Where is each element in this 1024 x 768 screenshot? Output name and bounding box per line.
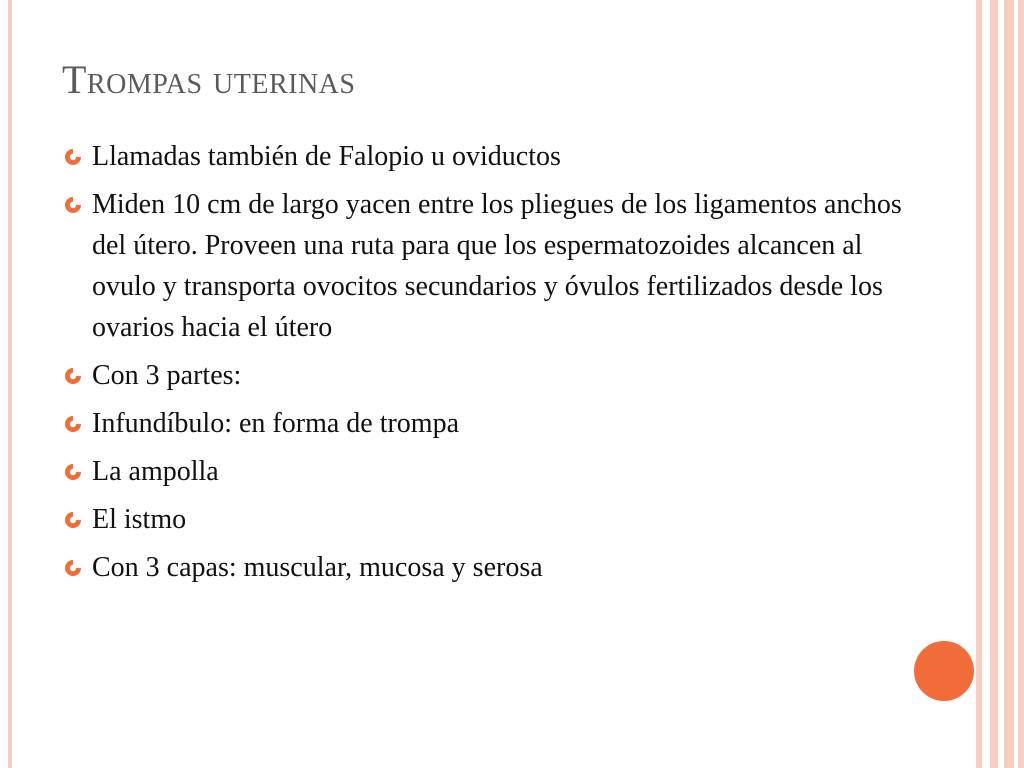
- bullet-icon: [64, 463, 82, 481]
- bullet-icon: [64, 415, 82, 433]
- bullet-item: [62, 355, 932, 396]
- bullet-icon: [64, 196, 82, 214]
- bullet-list: [62, 136, 932, 595]
- bullet-item: [62, 451, 932, 492]
- bullet-item: [62, 547, 932, 588]
- bullet-text: Miden 10 cm de largo yacen entre los pliegues de los ligamentos anchos del útero. Proveen una ruta para que los espermatozoides alcancen al ovulo y transporta ovocitos secundarios y óvulos fertilizados desde los ovarios hacia el útero: [92, 189, 902, 343]
- left-frame-stripe: [8, 0, 12, 768]
- right-frame-stripe: [990, 0, 998, 768]
- bullet-text: El istmo: [92, 504, 187, 535]
- bullet-icon: [64, 148, 82, 166]
- bullet-icon: [64, 511, 82, 529]
- accent-circle: [914, 641, 974, 701]
- bullet-item: [62, 499, 932, 540]
- bullet-item: [62, 184, 932, 348]
- right-frame-stripe: [1018, 0, 1024, 768]
- bullet-item: [62, 136, 932, 177]
- bullet-icon: [64, 559, 82, 577]
- bullet-text: Infundíbulo: en forma de trompa: [92, 408, 460, 439]
- right-frame-stripe: [976, 0, 982, 768]
- bullet-text: Llamadas también de Falopio u oviductos: [92, 141, 561, 172]
- bullet-icon: [64, 367, 82, 385]
- bullet-text: La ampolla: [92, 456, 219, 487]
- bullet-item: [62, 403, 932, 444]
- bullet-text: Con 3 capas: muscular, mucosa y serosa: [92, 552, 543, 583]
- bullet-text: Con 3 partes:: [92, 360, 242, 391]
- slide-title: Trompas uterinas: [62, 57, 356, 102]
- right-frame-stripe: [1004, 0, 1014, 768]
